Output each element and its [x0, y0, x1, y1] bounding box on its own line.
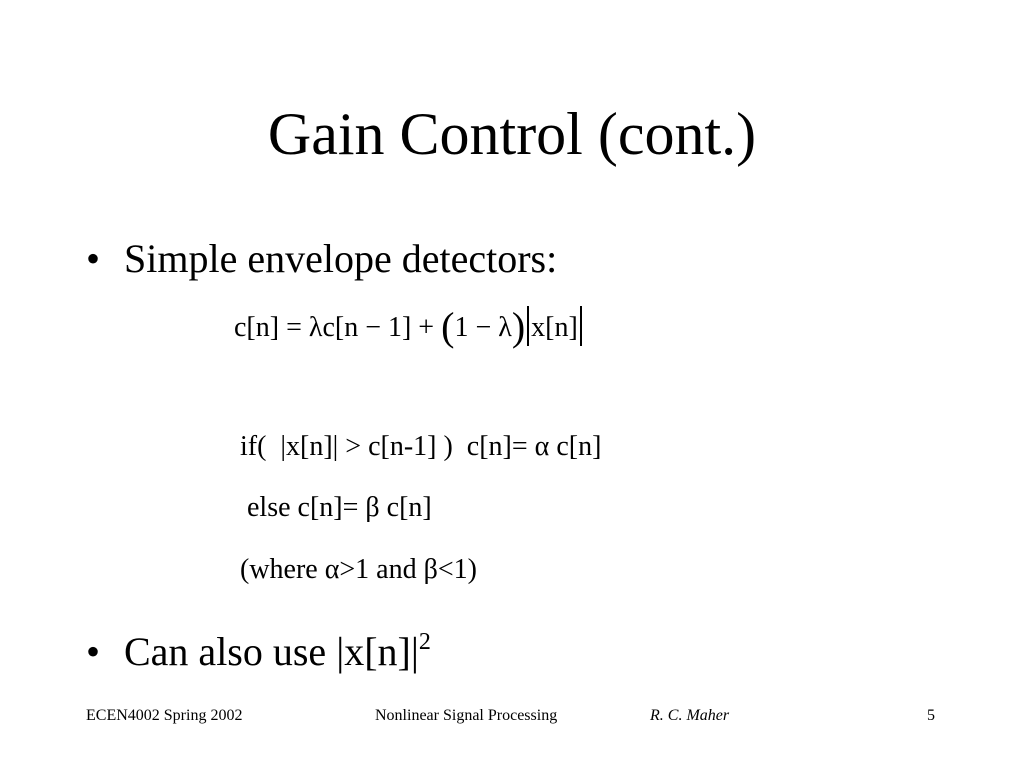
bullet-marker: • [86, 236, 101, 281]
bullet-text: Simple envelope detectors: [124, 236, 558, 281]
abs-bar-right [580, 306, 582, 346]
footer-author: R. C. Maher [650, 707, 730, 724]
equation-open-paren: ( [441, 304, 455, 349]
bullet-envelope-detectors [86, 236, 557, 282]
equation-lhs: c[n] = λc[n − 1] + [234, 312, 442, 343]
bullet-text: Can also use |x[n]| [124, 629, 419, 674]
bullet-marker: • [86, 629, 101, 674]
slide-title: Gain Control (cont.) [267, 101, 757, 167]
bullet-squared-magnitude [86, 629, 431, 675]
envelope-equation [234, 306, 584, 348]
footer-course: ECEN4002 Spring 2002 [86, 707, 243, 724]
abs-bar-left [527, 306, 529, 346]
bullet-superscript: 2 [418, 629, 431, 655]
rule-if: if( |x[n]| > c[n-1] ) c[n]= α c[n] [240, 431, 602, 462]
rule-else: else c[n]= β c[n] [240, 492, 432, 523]
equation-close-paren: ) [511, 304, 526, 349]
footer-page-number: 5 [927, 707, 935, 724]
equation-abs-inner: x[n] [531, 312, 578, 343]
footer-topic: Nonlinear Signal Processing [375, 707, 558, 724]
equation-inner: 1 − λ [454, 312, 512, 343]
rule-where: (where α>1 and β<1) [240, 554, 477, 585]
